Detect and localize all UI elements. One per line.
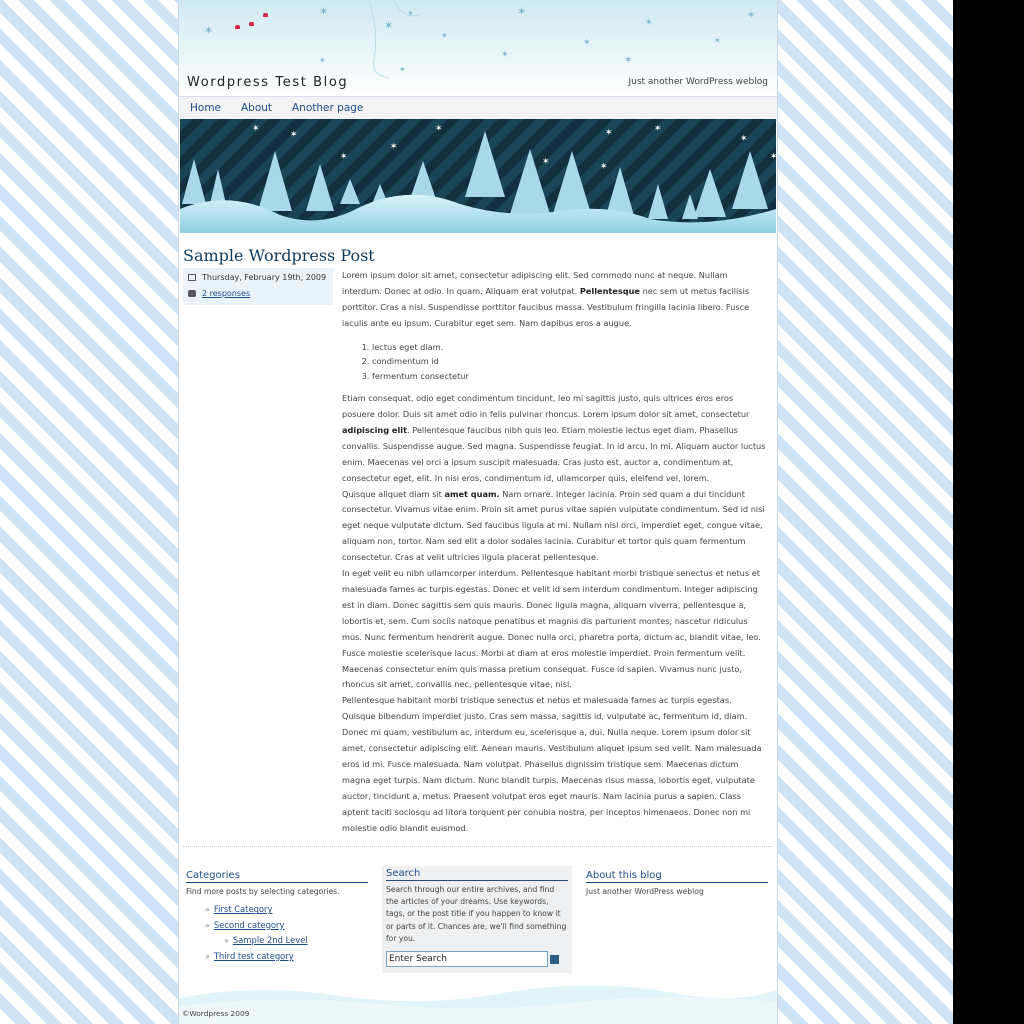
category-link[interactable]: Second category bbox=[213, 919, 285, 930]
snowflake-icon: ✶ bbox=[645, 18, 653, 28]
snowflake-icon: ✶ bbox=[714, 36, 721, 45]
snowflake-icon: ✶ bbox=[747, 10, 756, 21]
blog-title[interactable]: Wordpress Test Blog bbox=[187, 75, 349, 90]
category-link[interactable]: Sample 2nd Level bbox=[232, 935, 308, 946]
svg-text:✶: ✶ bbox=[390, 142, 398, 152]
paragraph: Lorem ipsum dolor sit amet, consectetur adipiscing elit. Sed commodo nunc at neque. Nullam interdum. Donec at odio. In quam. Aliquam erat volutpat. Pellentesque nec sem ut metus facilisis porttitor. Cras a nisl. Suspendisse porttitor faucibus massa. Vestibulum fringilla lacinia libero. Fusce iaculis ante eu ipsum. Curabitur eget sem. Nam dapibus eros a augue. bbox=[342, 270, 750, 328]
snowflake-icon: ✶ bbox=[319, 56, 326, 65]
paragraph: Etiam consequat, odio eget condimentum tincidunt, leo mi sagittis justo, quis ultrices eros eros posuere dolor. Duis sit amet odio in felis pulvinar rhoncus. Lorem ipsum dolor sit amet, consectetur adipiscing elit. Pellentesque faucibus nibh quis leo. Etiam molestie lectus eget diam. Phasellus convallis. Suspendisse augue. Sed magna. Suspendisse feugiat. In id arcu. In mi. Aliquam auctor luctus enim. Maecenas vel orci a ipsum suscipit malesuada. Cras justo est, auctor a, condimentum at, consectetur eget, elit. In nisi eros, condimentum id, ullamcorper quis, eleifend vel, lorem. bbox=[342, 393, 766, 483]
nav-another-page[interactable]: Another page bbox=[292, 102, 364, 114]
copyright: ©Wordpress 2009 bbox=[182, 1009, 250, 1018]
category-item bbox=[186, 949, 368, 965]
snowflake-icon: ✶ bbox=[441, 31, 448, 40]
search-form bbox=[386, 951, 568, 967]
search-button-icon[interactable] bbox=[550, 955, 559, 964]
svg-text:✶: ✶ bbox=[770, 152, 778, 162]
categories-title: Categories bbox=[186, 870, 368, 883]
post-title[interactable]: Sample Wordpress Post bbox=[183, 246, 375, 265]
category-link[interactable]: Third test category bbox=[213, 950, 294, 961]
comment-icon bbox=[188, 290, 196, 297]
snowflake-icon: ✶ bbox=[517, 5, 527, 18]
bullet-icon: » bbox=[205, 905, 210, 915]
snowflake-icon: ✶ bbox=[204, 24, 214, 37]
category-item bbox=[186, 918, 368, 934]
post-content bbox=[342, 268, 766, 837]
blog-tagline: Just another WordPress weblog bbox=[628, 77, 768, 87]
svg-text:✶: ✶ bbox=[542, 157, 550, 167]
calendar-icon bbox=[188, 274, 196, 281]
svg-text:✶: ✶ bbox=[435, 124, 443, 134]
svg-text:✶: ✶ bbox=[252, 124, 260, 134]
categories-widget bbox=[186, 870, 368, 964]
about-desc: Just another WordPress weblog bbox=[586, 887, 704, 896]
nav-about[interactable]: About bbox=[241, 102, 273, 114]
bird-icon bbox=[249, 22, 254, 26]
post-date: Thursday, February 19th, 2009 bbox=[202, 273, 327, 282]
post-date-row bbox=[188, 273, 326, 282]
svg-text:✶: ✶ bbox=[605, 128, 613, 138]
snowflake-icon: ✶ bbox=[407, 9, 414, 18]
list-item: 2. condimentum id bbox=[372, 354, 766, 369]
about-title: About this blog bbox=[586, 870, 768, 883]
categories-desc: Find more posts by selecting categories. bbox=[186, 887, 340, 896]
post-meta bbox=[183, 268, 333, 305]
snowflake-icon: ✶ bbox=[399, 65, 406, 74]
search-desc: Search through our entire archives, and find the articles of your dreams. Use keywords, tags, or the post title if you happen to know it or parts of it. Chances are, we'll find something for you. bbox=[386, 885, 567, 943]
category-link[interactable]: First Category bbox=[213, 904, 273, 915]
divider bbox=[183, 846, 773, 847]
nav-home[interactable]: Home bbox=[190, 102, 222, 114]
snowflake-icon: ✶ bbox=[583, 38, 591, 48]
paragraph: In eget velit eu nibh ullamcorper interdum. Pellentesque habitant morbi tristique senectus et netus et malesuada fames ac turpis egestas. Donec et velit id sem interdum condimentum. Integer adipiscing est in diam. Donec sagittis sem quis mauris. Donec ligula magna, aliquam viverra, pellentesque a, lobortis et, sem. Cum sociis natoque penatibus et magnis dis parturient montes, nascetur ridiculus mus. Nunc fermentum hendrerit augue. Donec nulla orci, pharetra porta, dictum ac, blandit vitae, leo. Fusce molestie scelerisque lacus. Morbi at diam at eros molestie imperdiet. Proin fermentum velit. Maecenas consectetur enim quis massa pretium consequat. Fusce id sapien. Vivamus nunc justo, rhoncus sit amet, convallis nec, pellentesque vitae, nisl. bbox=[342, 568, 761, 690]
bullet-icon: » bbox=[224, 936, 229, 946]
black-margin bbox=[953, 0, 1024, 1024]
nav-bar bbox=[179, 96, 777, 121]
list-item: 3. fermentum consectetur bbox=[372, 369, 766, 384]
header bbox=[179, 0, 777, 96]
svg-text:✶: ✶ bbox=[654, 124, 662, 134]
post-responses-row bbox=[188, 289, 250, 298]
bird-icon bbox=[263, 13, 268, 17]
bird-icon bbox=[235, 25, 240, 29]
search-input[interactable] bbox=[386, 951, 548, 967]
winter-banner bbox=[180, 119, 776, 233]
snowflake-icon: ✶ bbox=[501, 50, 509, 60]
svg-text:✶: ✶ bbox=[740, 134, 748, 144]
snowflake-icon: ✶ bbox=[624, 55, 633, 66]
ornament-swirl bbox=[359, 0, 439, 80]
category-item bbox=[186, 902, 368, 918]
footer-snow bbox=[179, 978, 777, 1024]
svg-text:✶: ✶ bbox=[340, 152, 348, 162]
paragraph: Pellentesque habitant morbi tristique senectus et netus et malesuada fames ac turpis egestas. Quisque bibendum imperdiet justo. Cras sem massa, sagittis id, vulputate ac, fermentum id, diam. Donec mi quam, vestibulum ac, interdum eu, scelerisque a, dui. Nulla neque. Lorem ipsum dolor sit amet, consectetur adipiscing elit. Aenean mauris. Vestibulum aliquet ipsum sed velit. Nam malesuada eros id mi. Fusce malesuada. Nam volutpat. Phasellus dignissim tristique sem. Maecenas dictum magna eget turpis. Nam dictum. Nunc blandit turpis. Maecenas risus massa, lobortis eget, vulputate auctor, tincidunt a, metus. Praesent volutpat eros eget mauris. Nam lacinia purus a sapien. Class aptent taciti sociosqu ad litora torquent per conubia nostra, per inceptos himenaeos. Donec non mi molestie odio blandit euismod. bbox=[342, 695, 762, 833]
svg-text:✶: ✶ bbox=[290, 130, 298, 140]
bullet-icon: » bbox=[205, 920, 210, 930]
bullet-icon: » bbox=[205, 951, 210, 961]
paragraph: Quisque aliquet diam sit amet quam. Nam ornare. Integer lacinia. Proin sed quam a dui tincidunt consectetur. Vivamus vitae enim. Proin sit amet purus vitae sapien vulputate condimentum. Sed id nisi eget neque vulputate dictum. Sed faucibus ligula at mi. Nullam nisl orci, imperdiet eget, congue vitae, aliquam non, tortor. Nam sed elit a dolor sodales lacinia. Curabitur et tortor quis quam fermentum consectetur. Cras at velit ultricies ligula placerat pellentesque. bbox=[342, 488, 765, 563]
svg-text:✶: ✶ bbox=[600, 162, 608, 172]
about-widget bbox=[586, 870, 768, 898]
category-list bbox=[186, 902, 368, 964]
responses-link[interactable]: 2 responses bbox=[202, 289, 251, 298]
category-item bbox=[186, 933, 368, 949]
list-item: 1. lectus eget diam. bbox=[372, 340, 766, 355]
search-widget bbox=[382, 866, 572, 973]
search-title: Search bbox=[386, 868, 568, 881]
page-container bbox=[178, 0, 778, 1024]
ordered-list bbox=[342, 340, 766, 384]
snowflake-icon: ✶ bbox=[384, 19, 394, 32]
snowflake-icon: ✶ bbox=[319, 5, 329, 18]
